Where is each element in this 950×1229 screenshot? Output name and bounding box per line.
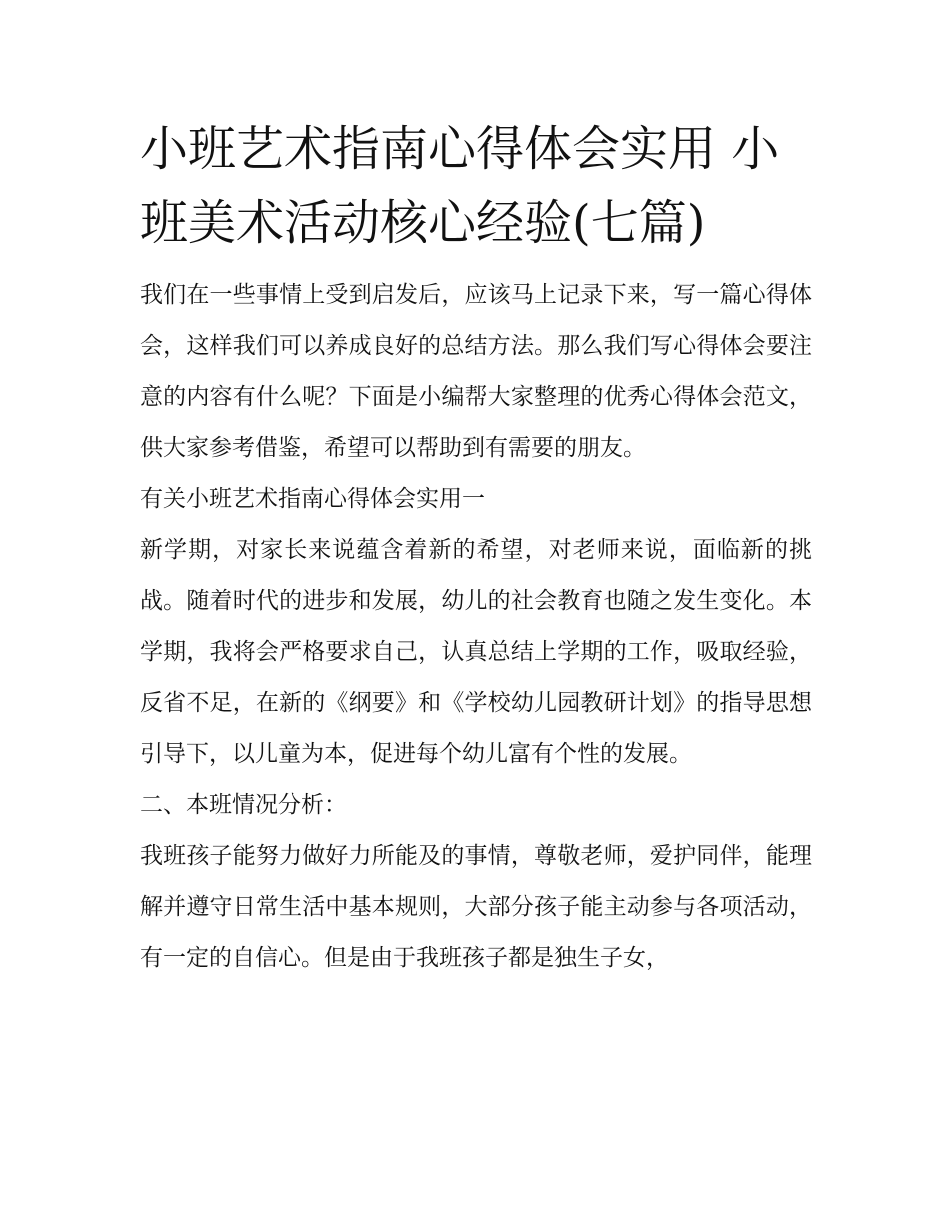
intro-paragraph: 我们在一些事情上受到启发后，应该马上记录下来，写一篇心得体会，这样我们可以养成良好的总结方法。那么我们写心得体会要注意的内容有什么呢？下面是小编帮大家整理的优秀心得体会范文，供大家参考借鉴，希望可以帮助到有需要的朋友。 xyxy=(140,282,812,461)
document-title: 小班艺术指南心得体会实用 小班美术活动核心经验(七篇) xyxy=(140,121,780,251)
body-paragraph-1: 新学期，对家长来说蕴含着新的希望，对老师来说，面临新的挑战。随着时代的进步和发展，幼儿的社会教育也随之发生变化。本学期，我将会严格要求自己，认真总结上学期的工作，吸取经验，反省不足，在新的《纲要》和《学校幼儿园教研计划》的指导思想引导下，以儿童为本，促进每个幼儿富有个性的发展。 xyxy=(140,537,812,767)
document-page xyxy=(140,112,812,984)
section-heading-1: 有关小班艺术指南心得体会实用一 xyxy=(140,486,485,512)
section-heading-2: 二、本班情况分析： xyxy=(140,792,347,818)
body-paragraph-2: 我班孩子能努力做好力所能及的事情，尊敬老师，爱护同伴，能理解并遵守日常生活中基本规则，大部分孩子能主动参与各项活动，有一定的自信心。但是由于我班孩子都是独生子女， xyxy=(140,843,812,971)
